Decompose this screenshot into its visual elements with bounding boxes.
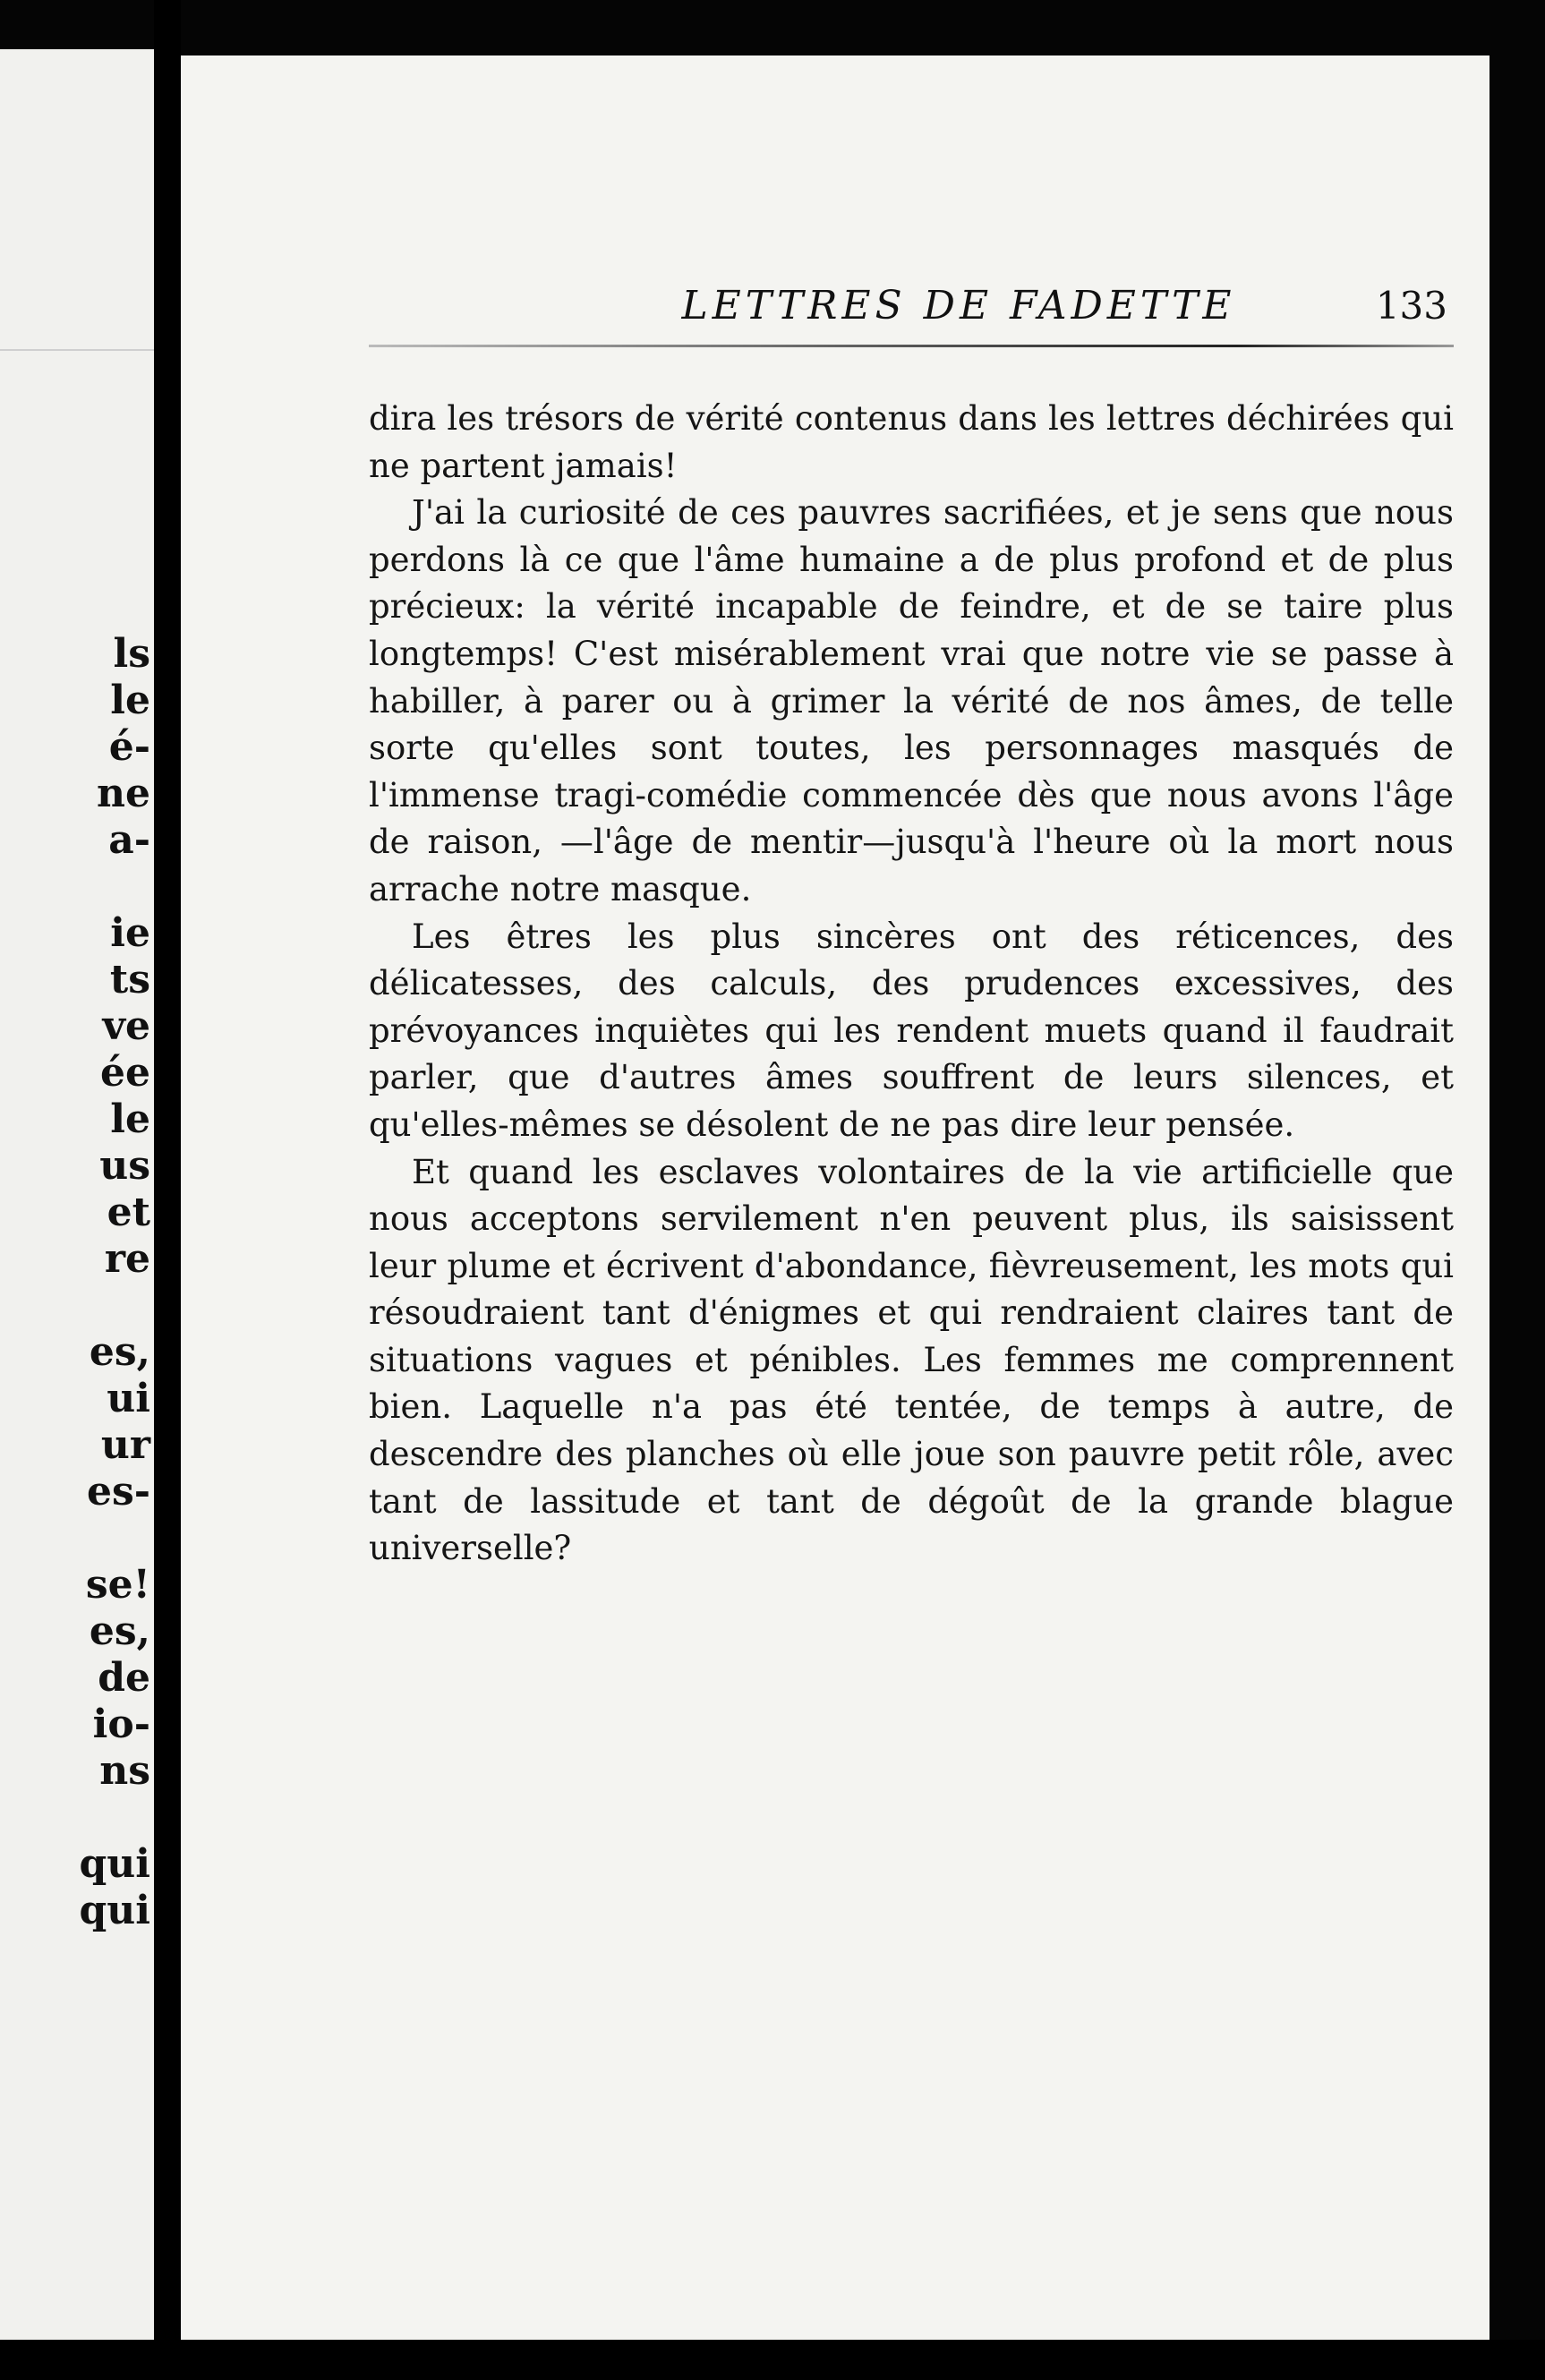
left-page-fragment: se! xyxy=(85,1562,150,1608)
page-body xyxy=(369,396,1454,1573)
left-page-fragment: qui xyxy=(79,1841,150,1887)
paragraph: Et quand les esclaves volontaires de la vie artificielle que nous acceptons servilement n'en peuvent plus, ils saisissent leur plume et écrivent d'abondance, fièvreusement, les mots qui résoudraient tant d'énigmes et qui rendraient claires tant de situations vagues et pénibles. Les femmes me comprennent bien. Laquelle n'a pas été tentée, de temps à autre, de descendre des planches où elle joue son pauvre petit rôle, avec tant de lassitude et tant de dégoût de la grande blague universelle? xyxy=(369,1152,1454,1568)
page-number: 133 xyxy=(1375,284,1447,328)
left-page-fragment: le xyxy=(110,678,150,723)
left-page-fragment: ur xyxy=(100,1422,150,1468)
left-page-edge xyxy=(0,49,154,2341)
paragraph: J'ai la curiosité de ces pauvres sacrifiées, et je sens que nous perdons là ce que l'âme humaine a de plus profond et de plus précieux: la vérité incapable de feindre, et de se taire plus longtemps! C'est misérablement vrai que notre vie se passe à habiller, à parer ou à grimer la vérité de nos âmes, de telle sorte qu'elles sont toutes, les personnages masqués de l'immense tragi-comédie commencée dès que nous avons l'âge de raison, —l'âge de mentir—jusqu'à l'heure où la mort nous arrache notre masque. xyxy=(369,493,1454,908)
left-page-fragment: ie xyxy=(110,910,150,956)
running-head xyxy=(559,279,1447,351)
header-rule xyxy=(369,345,1454,347)
left-page-fragment: de xyxy=(98,1655,150,1701)
running-title: LETTRES DE FADETTE xyxy=(681,283,1236,328)
left-page-fragment: ts xyxy=(109,957,150,1002)
left-page-fragment: es, xyxy=(89,1608,150,1654)
left-page-fragment: é- xyxy=(108,724,150,770)
left-page-fragment: ls xyxy=(113,631,150,677)
left-page-fragment: et xyxy=(107,1190,150,1235)
book-gutter xyxy=(154,0,181,2380)
left-page-fragment: re xyxy=(104,1236,150,1282)
left-page-header-rule xyxy=(0,349,154,351)
left-page-fragment: le xyxy=(110,1096,150,1142)
left-page-fragment: io- xyxy=(92,1702,150,1747)
left-page-fragment: qui xyxy=(79,1888,150,1933)
paragraph: dira les trésors de vérité contenus dans les lettres déchirées qui ne partent jamais! xyxy=(369,399,1454,485)
left-page-fragment: ns xyxy=(99,1748,150,1794)
paragraph: Les êtres les plus sincères ont des réticences, des délicatesses, des calculs, des prudences excessives, des prévoyances inquiètes qui les rendent muets quand il faudrait parler, que d'autres âmes souffrent de leurs silences, et qu'elles-mêmes se désolent de ne pas dire leur pensée. xyxy=(369,917,1454,1144)
left-page-fragment: es- xyxy=(86,1469,150,1514)
left-page-fragment: ve xyxy=(102,1003,150,1049)
book-page xyxy=(181,55,1490,2340)
scan-bottom-border xyxy=(0,2340,1545,2380)
left-page-fragment: us xyxy=(99,1143,150,1189)
left-page-fragment: es, xyxy=(89,1329,150,1375)
left-page-fragment: ée xyxy=(100,1050,150,1096)
left-page-fragment: a- xyxy=(108,817,150,863)
left-page-fragment: ui xyxy=(107,1376,150,1421)
left-page-fragment: ne xyxy=(97,771,150,816)
